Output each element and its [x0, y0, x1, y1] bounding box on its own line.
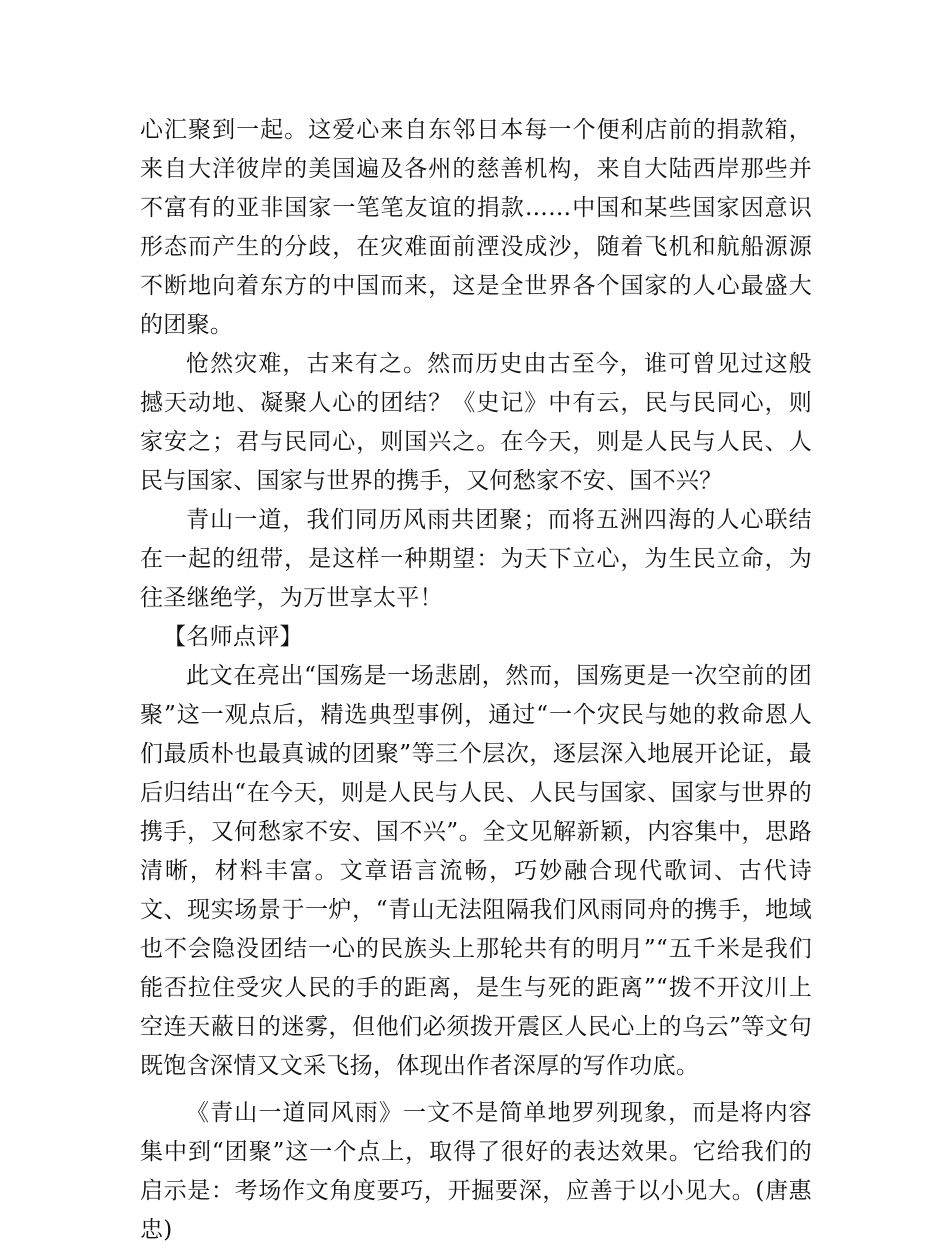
article-body	[140, 111, 812, 1250]
review-heading: 【名师点评】	[163, 624, 303, 650]
review-paragraph-analysis: 此文在亮出“国殇是一场悲剧，然而，国殇更是一次空前的团聚”这一观点后，精选典型事例，通过“一个灾民与她的救命恩人们最质朴也最真诚的团聚”等三个层次，逐层深入地展开论证，最后归结出“在今天，则是人民与人民、人民与国家、国家与世界的携手，又何愁家不安、国不兴”。全文见解新颖，内容集中，思路清晰，材料丰富。文章语言流畅，巧妙融合现代歌词、古代诗文、现实场景于一炉，“青山无法阻隔我们风雨同舟的携手，地域也不会隐没团结一心的民族头上那轮共有的明月”“五千米是我们能否拉住受灾人民的手的距离，是生与死的距离”“拨不开汶川上空连天蔽日的迷雾，但他们必须拨开震区人民心上的乌云”等文句既饱含深情又文采飞扬，体现出作者深厚的写作功底。	[140, 663, 812, 1079]
paragraph-closing: 青山一道，我们同历风雨共团聚；而将五洲四海的人心联结在一起的纽带，是这样一种期望：为天下立心，为生民立命，为往圣继绝学，为万世享太平！	[140, 507, 812, 611]
paragraph-continuation: 心汇聚到一起。这爱心来自东邻日本每一个便利店前的捐款箱，来自大洋彼岸的美国遍及各州的慈善机构，来自大陆西岸那些并不富有的亚非国家一笔笔友谊的捐款……中国和某些国家因意识形态而产生的分歧，在灾难面前湮没成沙，随着飞机和航船源源不断地向着东方的中国而来，这是全世界各个国家的人心最盛大的团聚。	[140, 117, 812, 338]
paragraph-disaster-unity: 怆然灾难，古来有之。然而历史由古至今，谁可曾见过这般撼天动地、凝聚人心的团结？《史记》中有云，民与民同心，则家安之；君与民同心，则国兴之。在今天，则是人民与人民、人民与国家、国家与世界的携手，又何愁家不安、国不兴？	[140, 351, 812, 494]
review-paragraph-inspiration: 《青山一道同风雨》一文不是简单地罗列现象，而是将内容集中到“团聚”这一个点上，取得了很好的表达效果。它给我们的启示是：考场作文角度要巧，开掘要深，应善于以小见大。(唐惠忠)	[140, 1100, 812, 1243]
